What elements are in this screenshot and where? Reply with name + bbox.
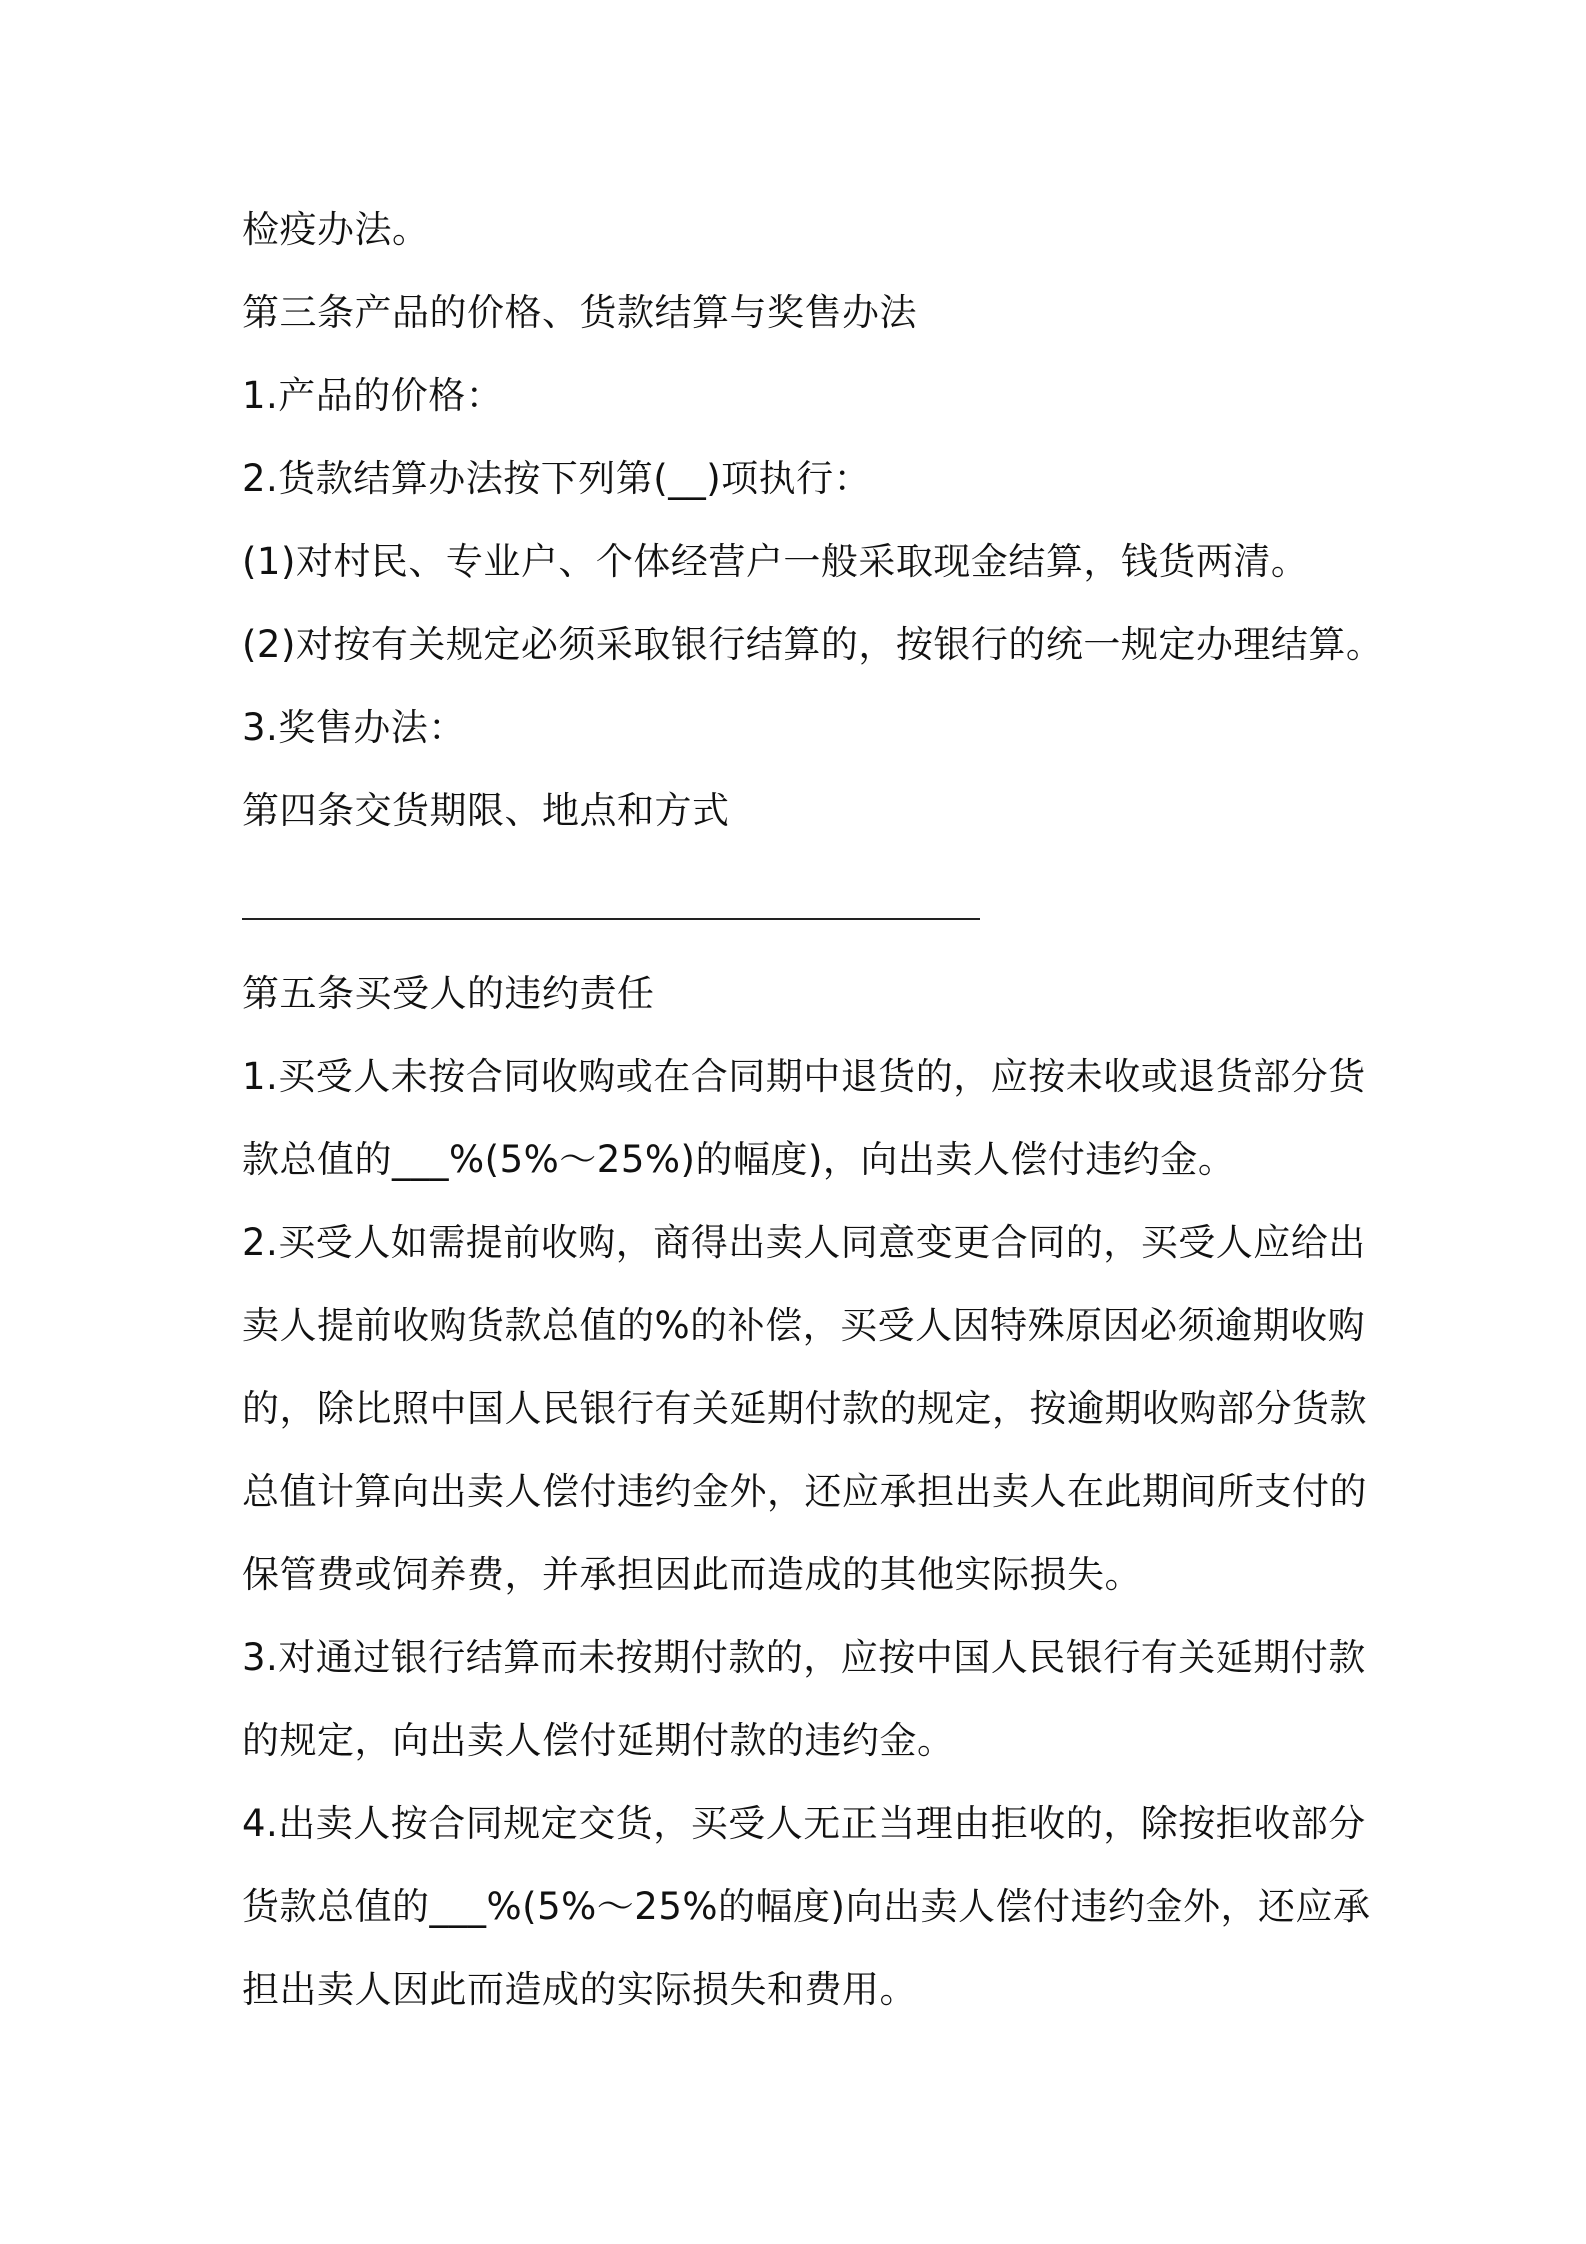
text-line: 1.买受人未按合同收购或在合同期中退货的，应按未收或退货部分货 <box>242 1055 1366 1098</box>
text-line: 担出卖人因此而造成的实际损失和费用。 <box>242 1968 917 2011</box>
text-line: 检疫办法。 <box>242 208 430 251</box>
text-line: 2.货款结算办法按下列第(__)项执行： <box>242 457 872 500</box>
text-line: 3.对通过银行结算而未按期付款的，应按中国人民银行有关延期付款 <box>242 1636 1366 1679</box>
article-5-heading: 第五条买受人的违约责任 <box>242 972 655 1015</box>
text-line: 款总值的___%(5%～25%)的幅度)，向出卖人偿付违约金。 <box>242 1138 1236 1181</box>
text-line: 保管费或饲养费，并承担因此而造成的其他实际损失。 <box>242 1553 1142 1596</box>
text-line: 1.产品的价格： <box>242 374 504 417</box>
article-3-heading: 第三条产品的价格、货款结算与奖售办法 <box>242 291 917 334</box>
text-line: 2.买受人如需提前收购，商得出卖人同意变更合同的，买受人应给出 <box>242 1221 1366 1264</box>
text-line: 3.奖售办法： <box>242 706 466 749</box>
text-line: 货款总值的___%(5%～25%的幅度)向出卖人偿付违约金外，还应承 <box>242 1885 1371 1928</box>
text-line: 4.出卖人按合同规定交货，买受人无正当理由拒收的，除按拒收部分 <box>242 1802 1366 1845</box>
document-page <box>242 188 1384 2031</box>
fill-in-underline <box>242 918 980 920</box>
text-line: (2)对按有关规定必须采取银行结算的，按银行的统一规定办理结算。 <box>242 623 1384 666</box>
text-line: (1)对村民、专业户、个体经营户一般采取现金结算，钱货两清。 <box>242 540 1309 583</box>
text-line: 总值计算向出卖人偿付违约金外，还应承担出卖人在此期间所支付的 <box>242 1470 1367 1513</box>
text-line: 的，除比照中国人民银行有关延期付款的规定，按逾期收购部分货款 <box>242 1387 1367 1430</box>
article-4-heading: 第四条交货期限、地点和方式 <box>242 789 730 832</box>
text-line: 卖人提前收购货款总值的%的补偿，买受人因特殊原因必须逾期收购 <box>242 1304 1366 1347</box>
blank-fill-line <box>242 852 1364 952</box>
text-line: 的规定，向出卖人偿付延期付款的违约金。 <box>242 1719 955 1762</box>
